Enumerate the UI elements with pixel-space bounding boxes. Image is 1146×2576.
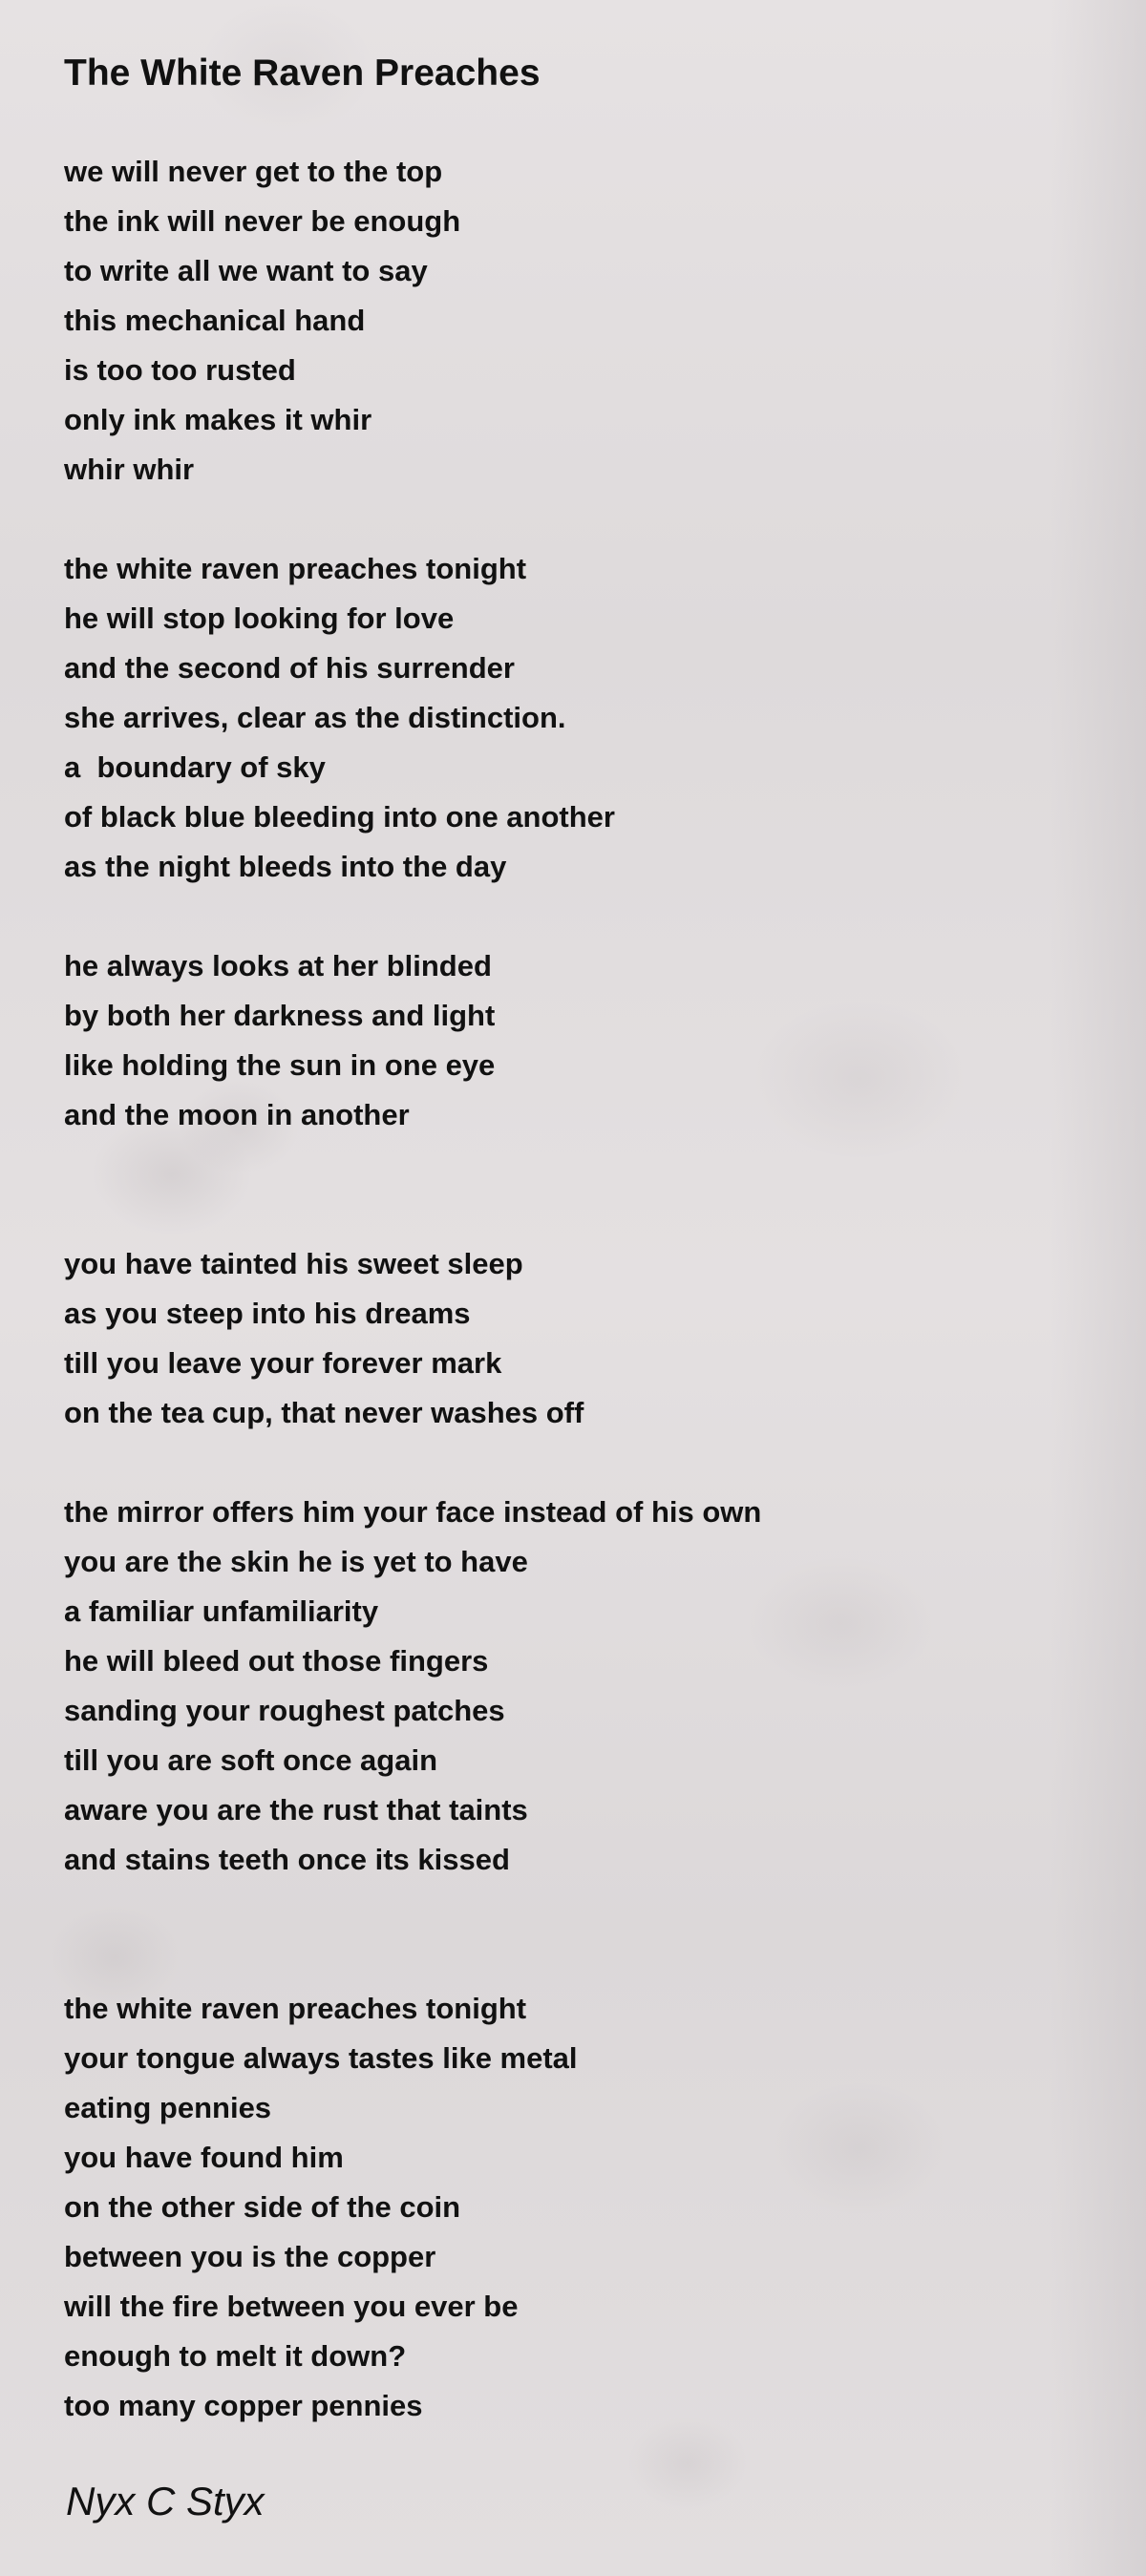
- poem-line: he will bleed out those fingers: [64, 1644, 489, 1678]
- poem-line: the white raven preaches tonight: [64, 552, 527, 585]
- poem-line: aware you are the rust that taints: [64, 1793, 528, 1826]
- poem-line: and the second of his surrender: [64, 651, 515, 685]
- poem-line: to write all we want to say: [64, 254, 428, 287]
- poem-line: as you steep into his dreams: [64, 1297, 471, 1330]
- poem-line: will the fire between you ever be: [64, 2290, 519, 2323]
- poem-line: and the moon in another: [64, 1098, 410, 1131]
- stanza-break: [64, 495, 1076, 544]
- poem-line: and stains teeth once its kissed: [64, 1843, 510, 1876]
- stanza-break: [64, 1934, 1076, 1984]
- poem-line: a familiar unfamiliarity: [64, 1594, 379, 1628]
- poem-line: on the other side of the coin: [64, 2190, 461, 2224]
- poem-line: sanding your roughest patches: [64, 1694, 505, 1727]
- poem-line: between you is the copper: [64, 2240, 436, 2273]
- poem-line: by both her darkness and light: [64, 999, 496, 1032]
- poem-line: enough to melt it down?: [64, 2339, 407, 2373]
- poem-line: this mechanical hand: [64, 304, 366, 337]
- stanza-break: [64, 1438, 1076, 1488]
- poem-line: you have found him: [64, 2141, 344, 2174]
- poem-line: the ink will never be enough: [64, 204, 461, 238]
- poem-line: eating pennies: [64, 2091, 272, 2124]
- poem-line: your tongue always tastes like metal: [64, 2041, 578, 2075]
- poem-line: on the tea cup, that never washes off: [64, 1396, 584, 1429]
- stanza-break: [64, 1140, 1076, 1190]
- poem-line: you are the skin he is yet to have: [64, 1545, 528, 1578]
- poem-line: you have tainted his sweet sleep: [64, 1247, 523, 1280]
- poem-line: as the night bleeds into the day: [64, 850, 507, 883]
- poem-line: too many copper pennies: [64, 2389, 423, 2422]
- poem-line: like holding the sun in one eye: [64, 1048, 496, 1082]
- poem-line: is too too rusted: [64, 353, 296, 387]
- poem-line: till you are soft once again: [64, 1743, 438, 1777]
- stanza-break: [64, 1190, 1076, 1239]
- poem-line: till you leave your forever mark: [64, 1346, 502, 1380]
- poem-line: only ink makes it whir: [64, 403, 372, 436]
- poem-line: he will stop looking for love: [64, 602, 455, 635]
- poem-line: a boundary of sky: [64, 750, 326, 784]
- poem: [64, 46, 1076, 2431]
- poem-line: she arrives, clear as the distinction.: [64, 701, 566, 734]
- poem-line: we will never get to the top: [64, 155, 443, 188]
- stanza-break: [64, 1885, 1076, 1934]
- stanza-break: [64, 892, 1076, 941]
- poem-line: of black blue bleeding into one another: [64, 800, 615, 834]
- poem-line: he always looks at her blinded: [64, 949, 492, 982]
- poem-line: the mirror offers him your face instead of his own: [64, 1495, 762, 1529]
- poem-body: [64, 147, 1076, 2431]
- poem-line: whir whir: [64, 453, 195, 486]
- poem-author: Nyx C Styx: [66, 2479, 265, 2523]
- poem-line: the white raven preaches tonight: [64, 1992, 527, 2025]
- poem-title: The White Raven Preaches: [64, 53, 541, 94]
